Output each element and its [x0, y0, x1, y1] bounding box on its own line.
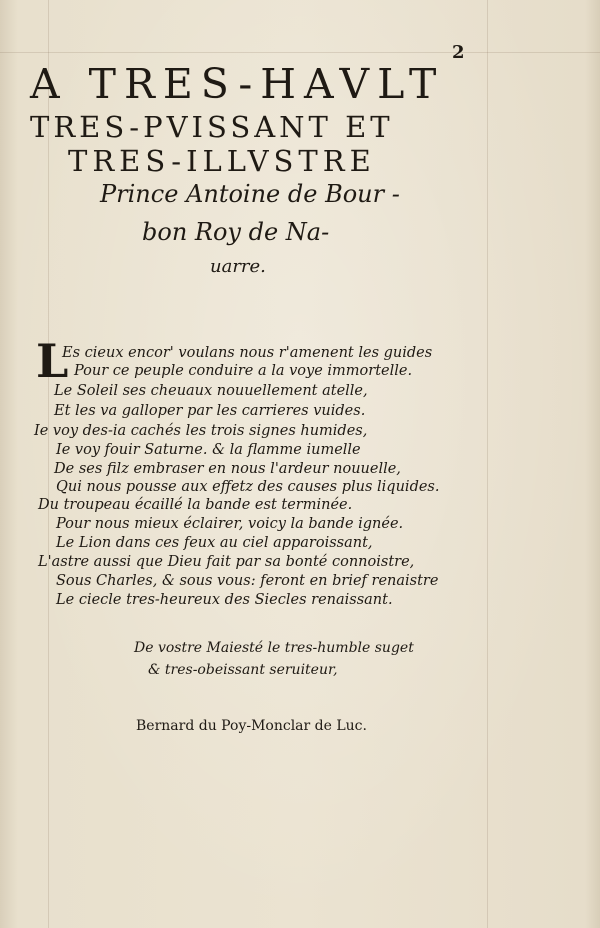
poem-line: Ie voy des-ia cachés les trois signes humides,: [34, 423, 368, 439]
title-line-5: bon Roy de Na-: [142, 218, 330, 246]
poem-line: Du troupeau écaillé la bande est terminée.: [38, 497, 353, 513]
margin-rule-right: [487, 0, 488, 928]
drop-cap: L: [36, 334, 69, 388]
poem-line: Es cieux encor' voulans nous r'amenent les guides: [62, 345, 433, 361]
poem-line: L'astre aussi que Dieu fait par sa bonté connoistre,: [38, 554, 415, 570]
poem-line: Ie voy fouir Saturne. & la flamme iumelle: [56, 442, 361, 458]
poem-line: De ses filz embraser en nous l'ardeur nouuelle,: [54, 461, 401, 477]
poem-line: Pour ce peuple conduire a la voye immortelle.: [74, 363, 413, 379]
title-line-2: TRES-PVISSANT ET: [30, 110, 394, 144]
page-number: 2: [452, 42, 465, 63]
poem-line: Qui nous pousse aux effetz des causes plus liquides.: [56, 479, 440, 495]
margin-rule-top: [0, 52, 600, 53]
title-line-6: uarre.: [210, 256, 266, 277]
poem-line: Le ciecle tres-heureux des Siecles renaissant.: [56, 592, 393, 608]
title-line-1: A TRES-HAVLT: [30, 60, 445, 108]
author-name: Bernard du Poy-Monclar de Luc.: [136, 718, 367, 734]
poem-line: Sous Charles, & sous vous: feront en brief renaistre: [56, 573, 439, 589]
poem-line: Pour nous mieux éclairer, voicy la bande ignée.: [56, 516, 404, 532]
title-line-3: TRES-ILLVSTRE: [68, 144, 376, 178]
title-line-4: Prince Antoine de Bour -: [100, 180, 400, 208]
poem-line: Le Lion dans ces feux au ciel apparoissant,: [56, 535, 373, 551]
poem-line: Et les va galloper par les carrieres vuides.: [54, 403, 366, 419]
poem-line: Le Soleil ses cheuaux nouuellement atelle,: [54, 383, 368, 399]
dedication-line-2: & tres-obeissant seruiteur,: [148, 662, 338, 678]
dedication-line-1: De vostre Maiesté le tres-humble suget: [134, 640, 414, 656]
